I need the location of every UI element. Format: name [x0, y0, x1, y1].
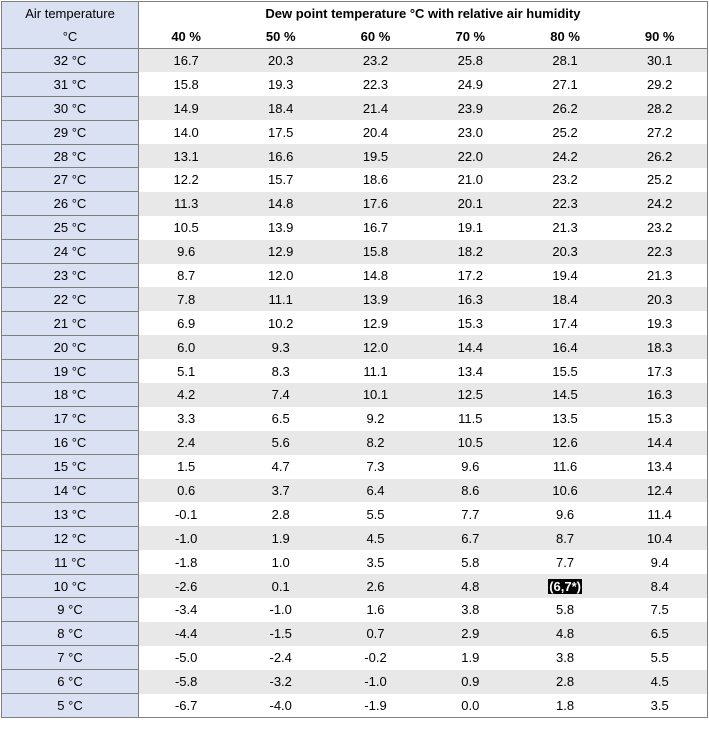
air-temperature-cell: 14 °C: [2, 479, 139, 503]
dew-point-cell: 24.2: [518, 144, 613, 168]
dew-point-cell: 16.3: [423, 287, 518, 311]
dew-point-cell: 12.9: [328, 311, 423, 335]
table-row: [2, 550, 708, 574]
dew-point-cell: 12.5: [423, 383, 518, 407]
dew-point-cell: -5.0: [139, 646, 234, 670]
dew-point-cell: 15.8: [139, 72, 234, 96]
dew-point-cell: 23.9: [423, 96, 518, 120]
dew-point-cell: 13.5: [518, 407, 613, 431]
dew-point-cell: 0.6: [139, 479, 234, 503]
dew-point-cell: 3.3: [139, 407, 234, 431]
air-temperature-cell: 29 °C: [2, 120, 139, 144]
dew-point-cell: 13.4: [612, 455, 707, 479]
table-body: [2, 49, 708, 718]
dew-point-cell: -2.4: [233, 646, 328, 670]
dew-point-cell: 8.2: [328, 431, 423, 455]
air-temperature-cell: 13 °C: [2, 502, 139, 526]
dew-point-cell: 28.1: [518, 49, 613, 73]
dew-point-cell: 15.7: [233, 168, 328, 192]
air-temperature-cell: 9 °C: [2, 598, 139, 622]
dew-point-cell: 9.6: [518, 502, 613, 526]
dew-point-cell: -3.4: [139, 598, 234, 622]
dew-point-cell: 14.8: [233, 192, 328, 216]
dew-point-cell: 17.2: [423, 264, 518, 288]
dew-point-cell: 0.9: [423, 670, 518, 694]
dew-point-cell: 6.9: [139, 311, 234, 335]
table-row: [2, 455, 708, 479]
air-temperature-cell: 21 °C: [2, 311, 139, 335]
dew-point-cell: 5.6: [233, 431, 328, 455]
dew-point-cell: 4.5: [328, 526, 423, 550]
dew-point-cell: 19.3: [233, 72, 328, 96]
dew-point-table: [1, 1, 708, 718]
dew-point-cell: 20.4: [328, 120, 423, 144]
dew-point-cell: -4.0: [233, 694, 328, 718]
dew-point-cell: 12.6: [518, 431, 613, 455]
air-temperature-cell: 23 °C: [2, 264, 139, 288]
dew-point-cell: 8.4: [612, 574, 707, 598]
dew-point-cell: -1.0: [233, 598, 328, 622]
air-temperature-cell: 8 °C: [2, 622, 139, 646]
dew-point-cell: 1.6: [328, 598, 423, 622]
humidity-header-40: 40 %: [139, 25, 234, 49]
dew-point-cell: 20.3: [233, 49, 328, 73]
dew-point-cell: -3.2: [233, 670, 328, 694]
table-row: [2, 598, 708, 622]
dew-point-cell: -1.0: [139, 526, 234, 550]
dew-point-cell: 17.5: [233, 120, 328, 144]
air-temperature-cell: 15 °C: [2, 455, 139, 479]
dew-point-cell: 8.7: [518, 526, 613, 550]
humidity-header-70: 70 %: [423, 25, 518, 49]
header-row-humidity: [2, 25, 708, 49]
dew-point-cell: 10.4: [612, 526, 707, 550]
dew-point-cell: 3.8: [518, 646, 613, 670]
table-row: [2, 479, 708, 503]
dew-point-cell: 5.5: [612, 646, 707, 670]
dew-point-cell: 25.2: [518, 120, 613, 144]
dew-point-cell: 20.1: [423, 192, 518, 216]
air-temperature-cell: 5 °C: [2, 694, 139, 718]
dew-point-cell: 1.0: [233, 550, 328, 574]
dew-point-cell: 0.0: [423, 694, 518, 718]
dew-point-cell: 6.7: [423, 526, 518, 550]
dew-point-cell: 13.9: [328, 287, 423, 311]
air-temperature-cell: 27 °C: [2, 168, 139, 192]
table-row: [2, 407, 708, 431]
dew-point-cell: 12.0: [233, 264, 328, 288]
dew-point-cell: 6.4: [328, 479, 423, 503]
dew-point-cell: -0.1: [139, 502, 234, 526]
dew-point-cell: 4.8: [423, 574, 518, 598]
dew-point-cell: 5.8: [518, 598, 613, 622]
dew-point-cell: -2.6: [139, 574, 234, 598]
dew-point-cell: 11.1: [233, 287, 328, 311]
air-temperature-cell: 10 °C: [2, 574, 139, 598]
dew-point-cell: 30.1: [612, 49, 707, 73]
dew-point-cell: 16.7: [139, 49, 234, 73]
table-row: [2, 96, 708, 120]
dew-point-cell: 24.9: [423, 72, 518, 96]
dew-point-cell: 24.2: [612, 192, 707, 216]
dew-point-cell: 14.8: [328, 264, 423, 288]
dew-point-cell: 4.7: [233, 455, 328, 479]
dew-point-title: Dew point temperature °C with relative air humidity: [139, 2, 708, 26]
table-row: [2, 216, 708, 240]
dew-point-cell: 26.2: [518, 96, 613, 120]
dew-point-cell: 22.3: [612, 240, 707, 264]
dew-point-cell: 18.4: [518, 287, 613, 311]
dew-point-cell: 19.4: [518, 264, 613, 288]
air-temperature-cell: 19 °C: [2, 359, 139, 383]
table-row: [2, 383, 708, 407]
dew-point-cell: 21.0: [423, 168, 518, 192]
humidity-header-90: 90 %: [612, 25, 707, 49]
table-row: [2, 670, 708, 694]
dew-point-cell: -4.4: [139, 622, 234, 646]
dew-point-cell: -0.2: [328, 646, 423, 670]
dew-point-cell: 22.3: [518, 192, 613, 216]
dew-point-cell: 5.5: [328, 502, 423, 526]
dew-point-cell: 8.7: [139, 264, 234, 288]
table-row: [2, 264, 708, 288]
humidity-header-50: 50 %: [233, 25, 328, 49]
table-row: [2, 335, 708, 359]
air-temperature-cell: 32 °C: [2, 49, 139, 73]
dew-point-cell: 23.2: [518, 168, 613, 192]
dew-point-cell: 4.8: [518, 622, 613, 646]
dew-point-cell: 3.5: [328, 550, 423, 574]
dew-point-cell: 19.5: [328, 144, 423, 168]
dew-point-cell: 20.3: [612, 287, 707, 311]
humidity-header-80: 80 %: [518, 25, 613, 49]
dew-point-cell: 5.8: [423, 550, 518, 574]
dew-point-cell: 1.8: [518, 694, 613, 718]
table-row: [2, 359, 708, 383]
table-row: [2, 240, 708, 264]
dew-point-cell: 7.4: [233, 383, 328, 407]
dew-point-cell: -1.0: [328, 670, 423, 694]
dew-point-cell: 14.9: [139, 96, 234, 120]
dew-point-cell: 22.3: [328, 72, 423, 96]
dew-point-cell: 16.6: [233, 144, 328, 168]
dew-point-cell: 2.8: [518, 670, 613, 694]
air-temperature-cell: 7 °C: [2, 646, 139, 670]
table-row: [2, 502, 708, 526]
dew-point-cell: 11.6: [518, 455, 613, 479]
dew-point-cell: 2.4: [139, 431, 234, 455]
dew-point-cell: 16.4: [518, 335, 613, 359]
air-temperature-cell: 24 °C: [2, 240, 139, 264]
table-row: [2, 72, 708, 96]
dew-point-cell: -5.8: [139, 670, 234, 694]
dew-point-cell: 6.5: [233, 407, 328, 431]
dew-point-cell: 6.0: [139, 335, 234, 359]
dew-point-cell: 9.6: [139, 240, 234, 264]
air-temperature-cell: 6 °C: [2, 670, 139, 694]
dew-point-cell: 18.3: [612, 335, 707, 359]
dew-point-cell: 12.0: [328, 335, 423, 359]
air-temperature-cell: 22 °C: [2, 287, 139, 311]
table-row: [2, 694, 708, 718]
dew-point-cell: 0.7: [328, 622, 423, 646]
header-row-title: [2, 2, 708, 26]
dew-point-cell: 10.2: [233, 311, 328, 335]
dew-point-cell: 5.1: [139, 359, 234, 383]
dew-point-cell: 3.5: [612, 694, 707, 718]
table-row: [2, 144, 708, 168]
dew-point-cell: 14.4: [612, 431, 707, 455]
dew-point-cell: 9.4: [612, 550, 707, 574]
dew-point-cell: 8.3: [233, 359, 328, 383]
dew-point-cell: 12.4: [612, 479, 707, 503]
dew-point-cell: 7.5: [612, 598, 707, 622]
dew-point-cell: 3.7: [233, 479, 328, 503]
dew-point-cell: 25.2: [612, 168, 707, 192]
dew-point-cell: 26.2: [612, 144, 707, 168]
dew-point-cell: 12.9: [233, 240, 328, 264]
dew-point-cell: 2.8: [233, 502, 328, 526]
air-temperature-cell: 12 °C: [2, 526, 139, 550]
dew-point-cell: 18.4: [233, 96, 328, 120]
dew-point-cell: 4.5: [612, 670, 707, 694]
dew-point-cell: 21.3: [612, 264, 707, 288]
dew-point-cell: 14.4: [423, 335, 518, 359]
dew-point-cell: 27.2: [612, 120, 707, 144]
dew-point-cell: -1.9: [328, 694, 423, 718]
dew-point-cell: 15.8: [328, 240, 423, 264]
air-temperature-cell: 17 °C: [2, 407, 139, 431]
highlighted-value: (6,7*): [549, 578, 581, 594]
dew-point-cell: -1.8: [139, 550, 234, 574]
dew-point-cell: 11.1: [328, 359, 423, 383]
dew-point-cell: 10.5: [423, 431, 518, 455]
dew-point-cell: 2.6: [328, 574, 423, 598]
dew-point-cell: 23.0: [423, 120, 518, 144]
dew-point-cell: 18.2: [423, 240, 518, 264]
dew-point-cell: 18.6: [328, 168, 423, 192]
dew-point-cell: 10.5: [139, 216, 234, 240]
table-row: [2, 311, 708, 335]
dew-point-cell: 23.2: [612, 216, 707, 240]
air-temperature-cell: 18 °C: [2, 383, 139, 407]
table-row: [2, 646, 708, 670]
dew-point-cell: 7.7: [423, 502, 518, 526]
air-temperature-cell: 31 °C: [2, 72, 139, 96]
dew-point-cell: -6.7: [139, 694, 234, 718]
dew-point-cell: 7.8: [139, 287, 234, 311]
dew-point-cell: 8.6: [423, 479, 518, 503]
dew-point-cell: 23.2: [328, 49, 423, 73]
dew-point-cell: 11.3: [139, 192, 234, 216]
dew-point-cell: 12.2: [139, 168, 234, 192]
dew-point-cell: -1.5: [233, 622, 328, 646]
dew-point-cell: 19.3: [612, 311, 707, 335]
dew-point-cell: 14.0: [139, 120, 234, 144]
table-row: [2, 287, 708, 311]
dew-point-cell: 9.2: [328, 407, 423, 431]
dew-point-cell: 10.6: [518, 479, 613, 503]
air-temperature-cell: 28 °C: [2, 144, 139, 168]
dew-point-cell: 27.1: [518, 72, 613, 96]
air-temperature-cell: 20 °C: [2, 335, 139, 359]
dew-point-cell: [518, 574, 613, 598]
dew-point-cell: 1.5: [139, 455, 234, 479]
dew-point-cell: 17.4: [518, 311, 613, 335]
dew-point-cell: 13.4: [423, 359, 518, 383]
table-row: [2, 622, 708, 646]
air-temperature-cell: 11 °C: [2, 550, 139, 574]
dew-point-cell: 15.5: [518, 359, 613, 383]
dew-point-cell: 20.3: [518, 240, 613, 264]
dew-point-cell: 17.6: [328, 192, 423, 216]
air-temperature-header: Air temperature: [2, 2, 139, 26]
dew-point-cell: 0.1: [233, 574, 328, 598]
dew-point-cell: 15.3: [423, 311, 518, 335]
table-row: [2, 192, 708, 216]
dew-point-cell: 10.1: [328, 383, 423, 407]
dew-point-cell: 3.8: [423, 598, 518, 622]
air-temperature-cell: 16 °C: [2, 431, 139, 455]
table-row: [2, 168, 708, 192]
air-temperature-cell: 30 °C: [2, 96, 139, 120]
dew-point-cell: 16.7: [328, 216, 423, 240]
humidity-header-60: 60 %: [328, 25, 423, 49]
dew-point-cell: 13.9: [233, 216, 328, 240]
table-row: [2, 526, 708, 550]
dew-point-cell: 17.3: [612, 359, 707, 383]
dew-point-cell: 22.0: [423, 144, 518, 168]
table-row: [2, 431, 708, 455]
dew-point-cell: 25.8: [423, 49, 518, 73]
dew-point-cell: 6.5: [612, 622, 707, 646]
air-temperature-cell: 26 °C: [2, 192, 139, 216]
dew-point-cell: 15.3: [612, 407, 707, 431]
dew-point-cell: 9.3: [233, 335, 328, 359]
table-row: [2, 574, 708, 598]
dew-point-cell: 14.5: [518, 383, 613, 407]
table-row: [2, 49, 708, 73]
dew-point-cell: 1.9: [233, 526, 328, 550]
dew-point-cell: 21.4: [328, 96, 423, 120]
dew-point-cell: 7.3: [328, 455, 423, 479]
dew-point-cell: 13.1: [139, 144, 234, 168]
dew-point-cell: 9.6: [423, 455, 518, 479]
dew-point-cell: 11.4: [612, 502, 707, 526]
dew-point-cell: 2.9: [423, 622, 518, 646]
dew-point-cell: 11.5: [423, 407, 518, 431]
dew-point-cell: 7.7: [518, 550, 613, 574]
dew-point-cell: 29.2: [612, 72, 707, 96]
dew-point-cell: 16.3: [612, 383, 707, 407]
table-row: [2, 120, 708, 144]
air-temperature-cell: 25 °C: [2, 216, 139, 240]
dew-point-cell: 28.2: [612, 96, 707, 120]
dew-point-cell: 4.2: [139, 383, 234, 407]
air-temperature-unit: °C: [2, 25, 139, 49]
dew-point-cell: 19.1: [423, 216, 518, 240]
dew-point-cell: 1.9: [423, 646, 518, 670]
dew-point-cell: 21.3: [518, 216, 613, 240]
